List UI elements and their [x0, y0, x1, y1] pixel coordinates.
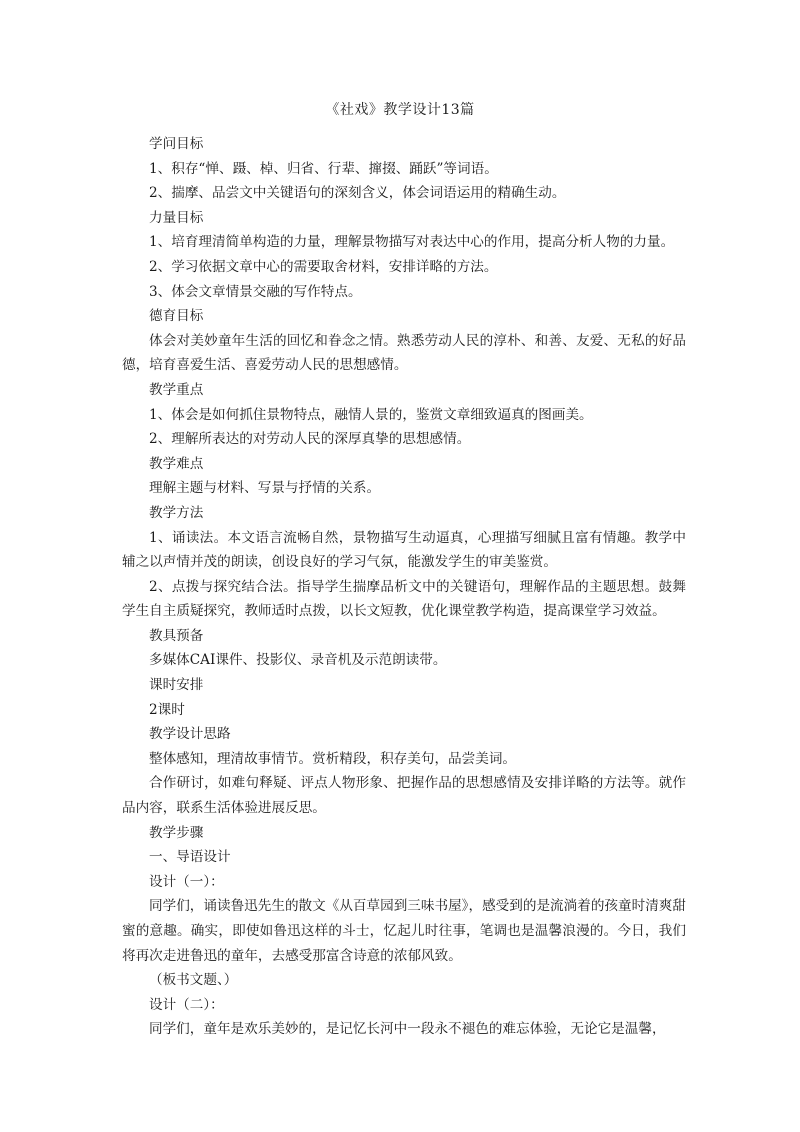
paragraph: 理解主题与材料、写景与抒情的关系。: [149, 480, 381, 497]
heading-design-approach: 教学设计思路: [149, 726, 231, 743]
heading-teaching-difficulty: 教学难点: [149, 455, 204, 472]
heading-ability-goals: 力量目标: [149, 209, 204, 226]
paragraph: 同学们，童年是欢乐美妙的，是记忆长河中一段永不褪色的难忘体验，无论它是温馨，: [149, 1021, 666, 1038]
paragraph: 同学们，诵读鲁迅先生的散文《从百草园到三味书屋》，感受到的是流淌着的孩童时清爽甜蜜的意趣。确实，即使如鲁迅这样的斗士，忆起儿时往事，笔调也是温馨浪漫的。今日，我们将再次走进鲁迅的童年，去感受那富含诗意的浓郁风致。: [122, 898, 686, 964]
paragraph: （板书文题、）: [149, 972, 238, 989]
document-body: [122, 132, 686, 1042]
paragraph: 体会对美妙童年生活的回忆和眷念之情。熟悉劳动人民的淳朴、和善、友爱、无私的好品德，培育喜爱生活、喜爱劳动人民的思想感情。: [122, 332, 686, 374]
paragraph: 1、积存“惮、蹑、棹、归省、行辈、撺掇、踊跃”等词语。: [149, 160, 498, 177]
paragraph: 2、揣摩、品尝文中关键语句的深刻含义，体会词语运用的精确生动。: [149, 185, 566, 202]
heading-knowledge-goals: 学问目标: [149, 136, 204, 152]
paragraph: 1、诵读法。本文语言流畅自然，景物描写生动逼真，心理描写细腻且富有情趣。教学中辅之以声情并茂的朗读，创设良好的学习气氛，能激发学生的审美鉴赏。: [122, 529, 686, 571]
paragraph: 1、培育理清简单构造的力量，理解景物描写对表达中心的作用，提高分析人物的力量。: [149, 234, 675, 251]
subheading-intro-design: 一、导语设计: [149, 849, 231, 866]
paragraph: 1、体会是如何抓住景物特点，融情人景的，鉴赏文章细致逼真的图画美。: [149, 406, 593, 423]
heading-moral-goals: 德育目标: [149, 308, 204, 325]
heading-teaching-steps: 教学步骤: [149, 824, 204, 841]
subheading-design-two: 设计（二）：: [149, 996, 224, 1013]
paragraph: 2、理解所表达的对劳动人民的深厚真挚的思想感情。: [149, 431, 471, 448]
paragraph: 2、点拨与探究结合法。指导学生揣摩品析文中的关键语句，理解作品的主题思想。鼓舞学生自主质疑探究，教师适时点拨，以长文短教，优化课堂教学构造，提高课堂学习效益。: [122, 578, 686, 620]
heading-teaching-aids: 教具预备: [149, 627, 204, 644]
heading-class-hours: 课时安排: [149, 677, 204, 694]
document-title: 《社戏》教学设计13篇: [325, 102, 475, 118]
paragraph: 3、体会文章情景交融的写作特点。: [149, 283, 362, 300]
paragraph: 整体感知，理清故事情节。赏析精段，积存美句，品尝美词。: [149, 750, 517, 767]
paragraph: 2、学习依据文章中心的需要取舍材料，安排详略的方法。: [149, 258, 498, 275]
heading-teaching-focus: 教学重点: [149, 381, 204, 398]
subheading-design-one: 设计（一）：: [149, 873, 224, 890]
paragraph: 合作研讨，如难句释疑、评点人物形象、把握作品的思想感情及安排详略的方法等。就作品内容，联系生活体验进展反思。: [122, 775, 686, 817]
heading-teaching-methods: 教学方法: [149, 504, 204, 521]
paragraph: 多媒体CAI课件、投影仪、录音机及示范朗读带。: [149, 652, 447, 669]
paragraph: 2课时: [149, 701, 185, 718]
